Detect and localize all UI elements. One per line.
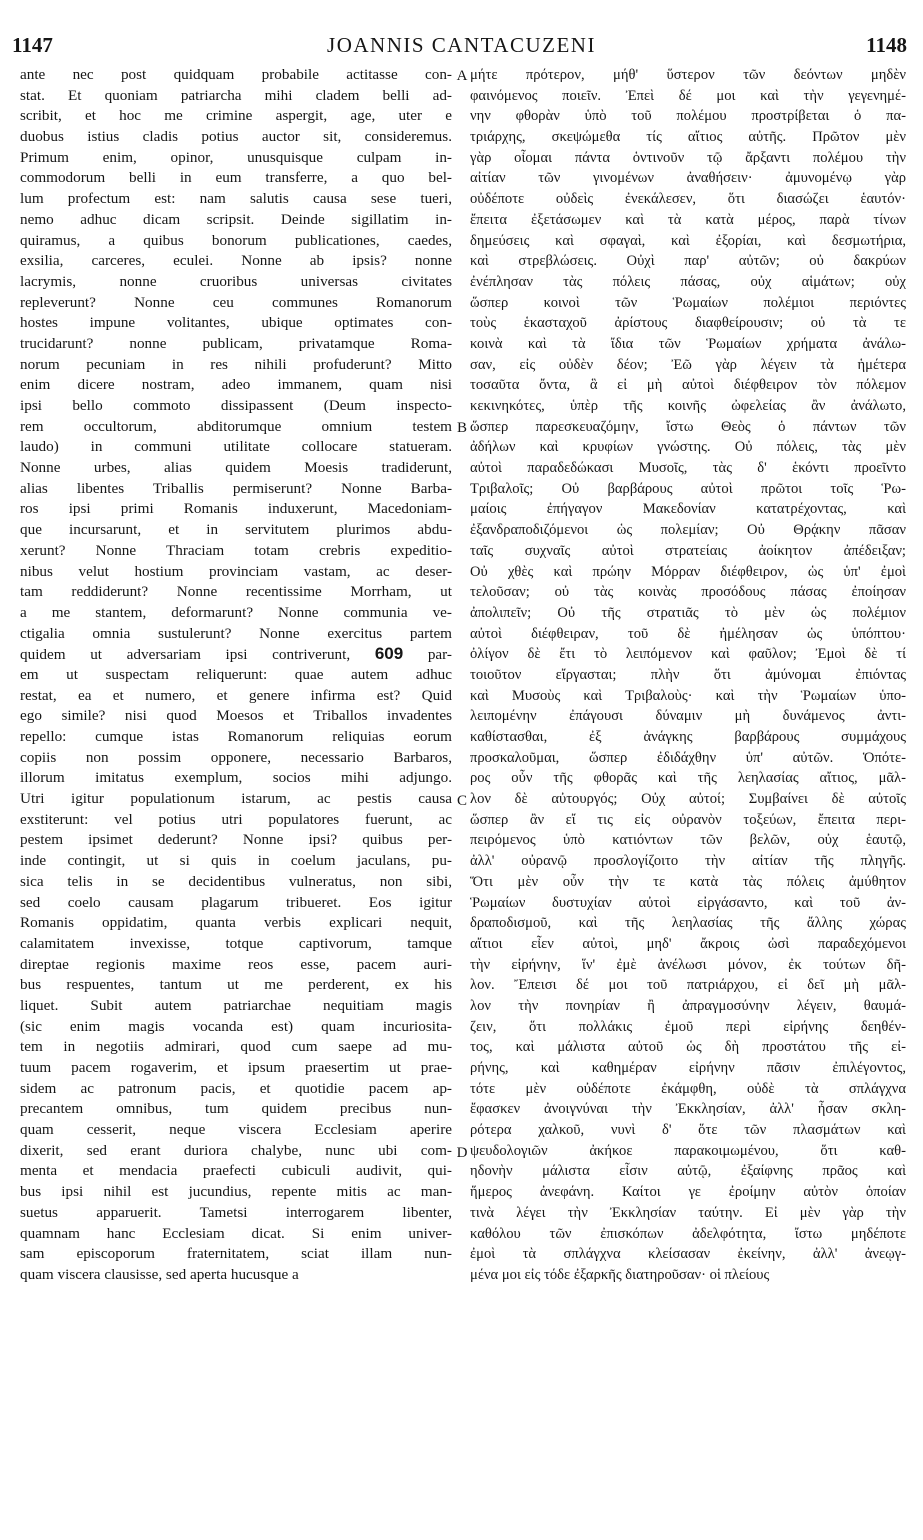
greek-text-line: τοσαῦτα ὄντα, ἃ εἰ μὴ αὐτοὶ διέφθειρον τὸν πόλεμον bbox=[470, 377, 906, 394]
greek-text-line: κοινὰ καὶ τὰ ἴδια τῶν Ῥωμαίων χρήματα ἀνάλω- bbox=[470, 335, 906, 352]
greek-text-line: οὐδέποτε οὐδεὶς ἐνεκάλεσεν, ὅτι διασώζει ἑαυτόν· bbox=[470, 191, 906, 208]
greek-text-line: ρήνης, καὶ καθημέραν εἰρήνην πᾶσιν ἐπιλέγοντος, bbox=[470, 1060, 906, 1076]
latin-text-line: stat. Et quoniam patriarcha mihi cladem belli ad- bbox=[20, 86, 452, 104]
latin-text-line: precantem omnibus, tum quidem precibus nun- bbox=[20, 1100, 452, 1118]
latin-text-line: (sic enim magis vocanda est) quam incuriosita- bbox=[20, 1017, 452, 1035]
greek-text-line: τελοῦσαν; οὐ τὰς κοινὰς προσόδους πάσας ἐποίησαν bbox=[470, 584, 906, 601]
latin-text-line: norum pecuniam in res nihili profuderunt? Mitto bbox=[20, 355, 452, 373]
latin-text-line: scribit, et hoc me crimine aspergit, age, uter e bbox=[20, 107, 452, 125]
greek-text-line: λον τὴν πονηρίαν ἢ ἀπραγμοσύνην λέγειν, θαυμά- bbox=[470, 997, 906, 1014]
greek-text-line: ρότερα χαλκοῦ, νυνὶ δ' ὅτε τῶν πλασμάτων καὶ bbox=[470, 1122, 906, 1139]
greek-text-line: φαινόμενος ποιεῖν. Ἐπεὶ δέ μοι καὶ τὴν γεγενημέ- bbox=[470, 87, 906, 104]
latin-text-line: quam cesserit, neque viscera Ecclesiam aperire bbox=[20, 1121, 452, 1139]
greek-text-line: αἴτιοι εἶεν αὐτοὶ, μηδ' ἄκροις ὠσὶ παραδεχόμενοι bbox=[470, 935, 906, 952]
latin-text-line: rem occultorum, abditorumque omnium testem bbox=[20, 417, 452, 435]
greek-text-line: ἐξανδραποδιζόμενοι ὡς πολεμίαν; Οὐ Θρᾴκην πᾶσαν bbox=[470, 522, 906, 539]
greek-text-line: Οὐ χθὲς καὶ πρώην Μόρραν διέφθειρον, ὡς ὑπ' ἐμοὶ bbox=[470, 563, 906, 580]
margin-letter-d: D bbox=[456, 1145, 468, 1161]
greek-text-line: νην φθορὰν ὑπὸ τοῦ πολέμου προστρίβεται ὁ πα- bbox=[470, 108, 906, 125]
greek-text-line: μήτε πρότερον, μήθ' ὕστερον τῶν δεόντων μηδὲν bbox=[470, 67, 906, 83]
latin-text-line: enim dicere nostram, adeo immanem, quam nisi bbox=[20, 376, 452, 394]
latin-text-line: ros ipsi primi Romanis induxerunt, Macedoniam- bbox=[20, 500, 452, 518]
greek-text-line: λον. Ἔπεισι δέ μοι τοῦ πατριάρχου, εἰ δεῖ μὴ μᾶλ- bbox=[470, 977, 906, 994]
latin-text-line: bus ipsi nihil est jucundius, repente mitis ac man- bbox=[20, 1183, 452, 1201]
greek-text-line: ἐνέπλησαν τὰς πόλεις πάσας, οὐχ αἱμάτων; οὐχ bbox=[470, 273, 906, 290]
greek-text-line: πειρόμενος ὑπὸ κατιόντων τῶν βελῶν, οὐχ ἑαυτῷ, bbox=[470, 832, 906, 849]
greek-text-line: καθίστασθαι, ἐξ ἀνάγκης βαρβάρους συμμάχους bbox=[470, 729, 906, 745]
greek-text-line: ψευδολογιῶν ἀκήκοε παρακοιμωμένου, ὅτι καθ- bbox=[470, 1142, 906, 1159]
greek-text-line: λειπομένην ἐπάγουσι δύναμιν μὴ δυνάμενος ἀντι- bbox=[470, 708, 906, 725]
latin-text-line: suetus apparuerit. Tametsi interrogarem libenter, bbox=[20, 1203, 452, 1221]
greek-text-line: καὶ στρεβλώσεις. Οὐχὶ παρ' αὐτῶν; οὐ δακρύων bbox=[470, 253, 906, 270]
page-marker: 609 bbox=[374, 644, 404, 664]
latin-text-line: quidem ut adversariam ipsi contriverunt, 609 par- bbox=[20, 644, 452, 664]
greek-text-line: προσκαλοῦμαι, ὥσπερ ἐδιδάχθην ὑπ' αὐτῶν. Ὁπότε- bbox=[470, 749, 906, 766]
latin-text-line: em ut suspectam reliquerunt: quae autem adhuc bbox=[20, 665, 452, 683]
greek-text-line: ηδονὴν μάλιστα εἶσιν αὐτῷ, ἐξαίφνης πρᾶος καὶ bbox=[470, 1163, 906, 1180]
greek-text-line: Ὅτι μὲν οὖν τὴν τε κατὰ τὰς πόλεις ἀμύθητον bbox=[470, 873, 906, 890]
latin-text-line: copiis non possim opponere, necessario Barbaros, bbox=[20, 748, 452, 766]
greek-text-line: μένα μοι εἰς τόδε ἐξαρκῆς διατηροῦσαν· οἱ πλείους bbox=[470, 1266, 770, 1283]
latin-text-line: ego simile? nisi quod Moesos et Triballos invadentes bbox=[20, 707, 452, 725]
latin-text-line: nibus velut hostium provinciam vastam, ac deser- bbox=[20, 562, 452, 580]
margin-letter-b: B bbox=[456, 420, 467, 436]
latin-text-line: tam reddiderunt? Nonne recentissime Morrham, ut bbox=[20, 583, 452, 601]
latin-text-line: repleverunt? Nonne ceu communes Romanorum bbox=[20, 293, 452, 311]
greek-text-line: αἰτίαν τῶν γινομένων ἀναθήσειν· ἀμυνομένῳ γὰρ bbox=[470, 170, 906, 187]
greek-text-line: ὀλίγον δὲ ἔτι τὸ λειπόμενον καὶ φαῦλον; Ἐμοὶ δὲ τί bbox=[470, 646, 906, 663]
greek-text-line: ὥσπερ ἂν εἴ τις εἰς οὐρανὸν τοξεύων, ἔπειτα περι- bbox=[470, 811, 906, 828]
latin-text-line: Nonne urbes, alias quidem Moesis tradiderunt, bbox=[20, 459, 452, 477]
latin-text-line: hostes impune volitantes, ubique optimates con- bbox=[20, 314, 452, 332]
latin-text-line: sidem ac patronum pacis, et quotidie pacem ap- bbox=[20, 1079, 452, 1097]
greek-text-line: καὶ Μυσοὺς καὶ Τριβαλοὺς· καὶ τὴν Ῥωμαίων ὑπο- bbox=[470, 687, 906, 704]
greek-text-line: Ῥωμαίων δυστυχίαν αὐτοὶ εἰργάσαντο, καὶ τοῦ ἀν- bbox=[470, 894, 906, 911]
latin-text-line: laudo) in communi utilitate collocare statueram. bbox=[20, 438, 452, 456]
latin-text-line: sam episcoporum fraternitatem, sciat illam nun- bbox=[20, 1245, 452, 1263]
greek-text-line: λον δὲ αὐτουργός; Οὐχ αὐτοί; Συμβαίνει δὲ αὐτοῖς bbox=[470, 791, 906, 808]
latin-text-line: a me stantem, deformarunt? Nonne communia ve- bbox=[20, 603, 452, 621]
latin-text-line: liquet. Subit autem patriarchae nequitiam magis bbox=[20, 996, 452, 1014]
latin-text-line: direptae regionis maxime reos esse, pacem auri- bbox=[20, 955, 452, 973]
greek-column bbox=[470, 65, 906, 1286]
greek-text-line: τινὰ λέγει τὴν Ἐκκλησίαν ταύτην. Εἰ μὲν γὰρ τὴν bbox=[470, 1204, 906, 1221]
greek-text-line: ἀδήλων καὶ κρυφίων γνώστης. Οὐ πόλεις, τὰς μὲν bbox=[470, 439, 906, 456]
greek-text-line: Τριβαλοῖς; Οὐ βαρβάρους αὐτοὶ πρῶτοι τοῖς Ῥω- bbox=[470, 480, 906, 497]
latin-text-line: ipsi bello commoto dissipassent (Deum inspecto- bbox=[20, 397, 452, 414]
margin-letter-c: C bbox=[456, 793, 467, 809]
greek-text-line: δημεύσεις καὶ σφαγαὶ, καὶ ἐξορίαι, καὶ δεσμωτήρια, bbox=[470, 232, 906, 249]
latin-text-line: tem in negotiis admirari, quod cum saepe ad mu- bbox=[20, 1038, 452, 1056]
latin-text-line: dixerit, sed erant duriora chalybe, nunc ubi com- bbox=[20, 1141, 452, 1159]
latin-text-line: quiramus, a quibus bonorum publicationes, caedes, bbox=[20, 231, 452, 249]
latin-text-line: calamitatem invexisse, totque captivorum, tamque bbox=[20, 934, 452, 952]
latin-text-line: exstiterunt: vel potius utri populatores fuerunt, ac bbox=[20, 810, 452, 828]
greek-text-line: τοιοῦτον εἴργασται; πλὴν ὅτι ἀμύνομαι ἐπιόντας bbox=[470, 666, 906, 683]
greek-text-line: ταῖς συχναῖς αὐτοὶ στρατείαις ἀοίκητον ἀπέδειξαν; bbox=[470, 542, 906, 559]
latin-text-line: Romanis oppidatim, quanta verbis explicari nequit, bbox=[20, 914, 452, 932]
latin-text-line: tuum pacem rogaverim, et ipsum praesertim ut prae- bbox=[20, 1059, 452, 1076]
greek-text-line: ὥσπερ κοινοὶ τῶν Ῥωμαίων πολέμιοι περιόντες bbox=[470, 294, 906, 311]
greek-text-line: ὥσπερ παρεσκευαζόμην, ἴστω Θεὸς ὁ πάντων τῶν bbox=[470, 418, 906, 435]
latin-text-line: quamnam hanc Ecclesiam dicat. Si enim univer- bbox=[20, 1224, 452, 1242]
latin-text-line: ante nec post quidquam probabile actitasse con- bbox=[20, 66, 452, 83]
running-title: JOANNIS CANTACUZENI bbox=[327, 33, 596, 57]
greek-text-line: ἔπειτα ἐξετάσωμεν καὶ τὰ κατὰ μέρος, παρὰ τίνων bbox=[470, 211, 906, 228]
latin-text-line: Utri igitur populationum istarum, ac pestis causa bbox=[20, 790, 452, 808]
latin-text-line: quam viscera clausisse, sed aperta hucusque a bbox=[20, 1265, 299, 1283]
greek-text-line: ρος οὖν τῆς φθορᾶς καὶ τῆς λεηλασίας αἴτιος, μᾶλ- bbox=[470, 770, 906, 787]
latin-text-line: commodorum belli in eum transferre, a quo bel- bbox=[20, 169, 452, 187]
margin-letter-a: A bbox=[456, 68, 468, 84]
greek-text-line: ἥμερος ἀνεφάνη. Καίτοι γε ἐροίμην αὐτὸν ὁποίαν bbox=[470, 1184, 906, 1201]
latin-text-line: Primum enim, opinor, unusquisque culpam in- bbox=[20, 148, 452, 166]
greek-text-line: αὐτοὶ διέφθειραν, τοῦ δὲ ἠμέλησαν ὡς ὑπόπτου· bbox=[470, 625, 906, 642]
greek-text-line: δραποδισμοῦ, καὶ τῆς λεηλασίας τῆς ἄλλης χώρας bbox=[470, 915, 906, 932]
greek-text-line: τὴν εἰρήνην, ἵν' ἐμὲ ἀνέλωσι μόνον, ἐκ τούτων δῆ- bbox=[470, 956, 906, 973]
greek-text-line: γὰρ οἶομαι πάντα ὁντινοῦν τῷ ἄρξαντι πολέμου τὴν bbox=[470, 149, 906, 166]
greek-text-line: τριάρχης, σκεψώμεθα τίς αἴτιος αὐτῆς. Πρῶτον μὲν bbox=[470, 129, 906, 146]
greek-text-line: τοὺς ἑκασταχοῦ ἀρίστους διαφθείρουσιν; οὐ τὰ τε bbox=[470, 315, 906, 332]
greek-text-line: τος, καὶ μάλιστα αὐτοῦ ὡς δὴ προστάτου τῆς εἰ- bbox=[470, 1039, 906, 1056]
latin-text-line: trucidarunt? nonne publicam, privatamque Roma- bbox=[20, 334, 452, 352]
greek-text-line: ἀπολιπεῖν; Οὐ τῆς στρατιᾶς τὸ μὲν ὡς πολέμιον bbox=[470, 604, 906, 621]
right-page-number: 1148 bbox=[866, 33, 907, 57]
latin-text-line: nemo adhuc dicam scripsit. Deinde sigillatim in- bbox=[20, 210, 452, 228]
latin-text-line: xerunt? Nonne Thraciam totam crebris expeditio- bbox=[20, 541, 452, 559]
latin-text-line: illorum imitatus exemplum, socios mihi adjungo. bbox=[20, 769, 452, 787]
latin-text-line: restat, ea et numero, et genere infirma est? Quid bbox=[20, 686, 452, 704]
latin-text-line: ctigalia omnia sustulerunt? Nonne exercitus partem bbox=[20, 624, 452, 642]
latin-column bbox=[20, 65, 452, 1286]
greek-text-line: ζειν, ὅτι πολλάκις ἐμοῦ περὶ εἰρήνης δεηθέν- bbox=[470, 1018, 906, 1035]
latin-text-line: sica telis in se decidentibus vulneratus, non sibi, bbox=[20, 872, 452, 890]
latin-text-line: lacrymis, nonne cruoribus universas civitates bbox=[20, 272, 452, 290]
latin-text-line: duobus istius cladis potius auctor sit, consideremus. bbox=[20, 128, 452, 146]
greek-text-line: καθόλου τῶν ἐπισκόπων ἀδελφότητα, ἴστω μηδέποτε bbox=[470, 1225, 906, 1242]
left-page-number: 1147 bbox=[12, 33, 53, 57]
latin-text-line: que incursarunt, et in servitutem plurimos abdu- bbox=[20, 521, 452, 539]
greek-text-line: ἔφασκεν ἀνοιγνύναι τὴν Ἐκκλησίαν, ἀλλ' ἦσαν σκλη- bbox=[470, 1101, 906, 1118]
latin-text-line: inde contingit, ut si quis in coelum jaculans, pu- bbox=[20, 852, 452, 870]
latin-text-line: menta et mendacia praefecti cubiculi audivit, qui- bbox=[20, 1162, 452, 1180]
greek-text-line: αὐτοὶ παραδεδώκασι Μυσοῖς, τὰς δ' ἑκόντι προεῖντο bbox=[470, 460, 906, 477]
latin-text-line: repello: cumque istas Romanorum reliquias eorum bbox=[20, 728, 452, 745]
greek-text-line: ἀλλ' οὐρανῷ προσλογίζοιτο τὴν αἰτίαν τῆς πληγῆς. bbox=[470, 853, 906, 870]
latin-text-line: bus respuentes, tantum ut me perderent, ex his bbox=[20, 976, 452, 994]
greek-text-line: τότε μὲν οὐδέποτε ἐκάμφθη, οὐδὲ τὰ σπλάγχνα bbox=[470, 1080, 906, 1097]
latin-text-line: alias libentes Triballis permiserunt? Nonne Barba- bbox=[20, 479, 452, 497]
greek-text-line: κεκινηκότες, ὑπὲρ τῆς κοινῆς ὠφελείας ἂν ἀνάλωτο, bbox=[470, 398, 906, 414]
greek-text-line: ἐμοὶ τὰ σπλάγχνα κλείσασαν ἐκείνην, ἀλλ' ἀνεῳγ- bbox=[470, 1246, 906, 1263]
latin-text-line: lum profectum est: nam salutis causa sese tueri, bbox=[20, 190, 452, 208]
greek-text-line: σαν, εἰς οὐδὲν δέον; Ἐῶ γὰρ λέγειν τὰ ἡμέτερα bbox=[470, 356, 906, 373]
latin-text-line: sed coelo causam plagarum tribueret. Eos igitur bbox=[20, 893, 452, 911]
latin-text-line: pestem ipsimet dederunt? Nonne ipsi? quibus per- bbox=[20, 831, 452, 849]
greek-text-line: μαίοις ἐπήγαγον Μακεδονίαν κατατρέχοντας, καὶ bbox=[470, 501, 906, 518]
latin-text-line: exsilia, carceres, eculei. Nonne ab ipsis? nonne bbox=[20, 252, 452, 270]
